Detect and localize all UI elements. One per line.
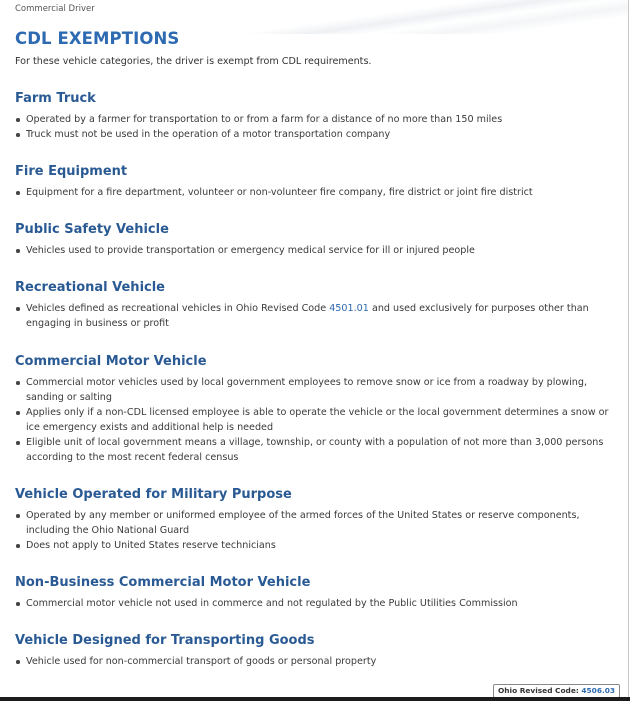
list-item: Vehicle used for non-commercial transport of goods or personal property (15, 654, 615, 669)
section-item-list (15, 301, 615, 331)
section-item-list (15, 596, 615, 611)
exemption-section (15, 574, 615, 611)
section-item-list (15, 112, 615, 142)
list-item-text: and used exclusively for purposes other than engaging in business or profit (26, 303, 589, 329)
section-heading: Non-Business Commercial Motor Vehicle (15, 575, 311, 590)
exemption-section (15, 221, 615, 258)
list-item: Commercial motor vehicles used by local government employees to remove snow or ice from a roadway by plowing, sanding or salting (15, 375, 615, 405)
section-heading: Fire Equipment (15, 164, 128, 179)
exemption-section (15, 163, 615, 200)
page-title: CDL EXEMPTIONS (15, 29, 180, 48)
breadcrumb[interactable]: Commercial Driver (15, 4, 95, 14)
section-heading: Vehicle Designed for Transporting Goods (15, 633, 315, 648)
list-item: Eligible unit of local government means a village, township, or county with a population of not more than 3,000 persons according to the most recent federal census (15, 435, 615, 465)
revised-code-badge[interactable] (493, 684, 620, 698)
section-item-list (15, 654, 615, 669)
exemption-sections (15, 90, 615, 669)
revised-code-label: Ohio Revised Code: (498, 686, 582, 695)
list-item-text: Vehicles defined as recreational vehicles in Ohio Revised Code (26, 303, 330, 314)
section-item-list (15, 185, 615, 200)
bottom-bar (0, 697, 630, 701)
section-item-list (15, 375, 615, 465)
revised-code-link[interactable]: 4506.03 (581, 686, 616, 695)
section-item-list (15, 243, 615, 258)
list-item: Applies only if a non-CDL licensed employee is able to operate the vehicle or the local government determines a snow or ice emergency exists and additional help is needed (15, 405, 615, 435)
list-item: Does not apply to United States reserve technicians (15, 538, 615, 553)
section-heading: Recreational Vehicle (15, 280, 166, 295)
exemption-section (15, 632, 615, 669)
list-item: Truck must not be used in the operation of a motor transportation company (15, 127, 615, 142)
list-item (15, 301, 615, 331)
list-item: Commercial motor vehicle not used in commerce and not regulated by the Public Utilities Commission (15, 596, 615, 611)
list-item: Operated by a farmer for transportation to or from a farm for a distance of no more than 150 miles (15, 112, 615, 127)
revised-code-link[interactable]: 4501.01 (329, 303, 369, 314)
section-heading: Vehicle Operated for Military Purpose (15, 487, 292, 502)
list-item: Equipment for a fire department, volunteer or non-volunteer fire company, fire district or joint fire district (15, 185, 615, 200)
list-item: Vehicles used to provide transportation or emergency medical service for ill or injured people (15, 243, 615, 258)
section-heading: Commercial Motor Vehicle (15, 354, 207, 369)
exemption-section (15, 90, 615, 142)
intro-text: For these vehicle categories, the driver is exempt from CDL requirements. (15, 56, 372, 67)
section-item-list (15, 508, 615, 553)
exemption-section (15, 353, 615, 465)
section-heading: Farm Truck (15, 91, 96, 106)
section-heading: Public Safety Vehicle (15, 222, 169, 237)
list-item: Operated by any member or uniformed employee of the armed forces of the United States or reserve components, including the Ohio National Guard (15, 508, 615, 538)
exemption-section (15, 279, 615, 331)
exemption-section (15, 486, 615, 553)
